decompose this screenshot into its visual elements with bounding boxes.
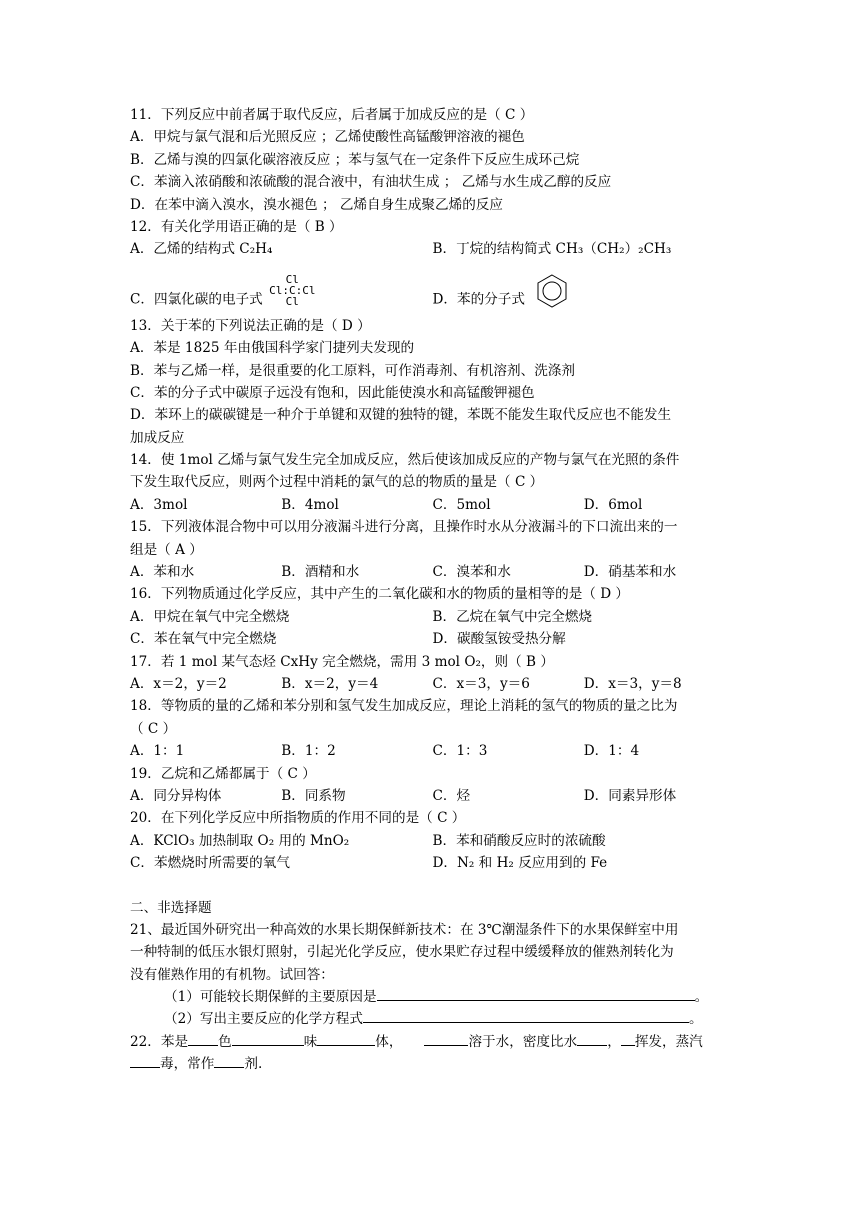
q11-option-b: B．乙烯与溴的四氯化碳溶液反应 ；苯与氢气在一定条件下反应生成环己烷 [130, 151, 580, 168]
q18-stem-line1: 18．等物质的量的乙烯和苯分别和氢气发生加成反应，理论上消耗的氢气的物质的量之比为 [130, 698, 678, 715]
q11-option-c: C．苯滴入浓硝酸和浓硫酸的混合液中，有油状生成 ； 乙烯与水生成乙醇的反应 [130, 174, 612, 191]
q11-option-d: D．在苯中滴入溴水，溴水褪色 ； 乙烯自身生成聚乙烯的反应 [130, 196, 503, 213]
q12-option-b: B．丁烷的结构简式 CH₃（CH₂）₂CH₃ [432, 241, 672, 258]
q14-option-d: D．6mol [583, 496, 643, 513]
q16-option-b: B．乙烷在氧气中完全燃烧 [432, 608, 593, 625]
q15-option-a: A．苯和水 [130, 564, 195, 581]
q15-option-c: C．溴苯和水 [432, 564, 511, 581]
q12-row-cd [130, 261, 735, 311]
q22-blank-density[interactable] [577, 1031, 607, 1046]
q22-text-4: 体， [375, 1033, 403, 1050]
q20-option-b: B．苯和硝酸反应时的浓硫酸 [432, 832, 606, 849]
ccl4-top: Cl [285, 272, 299, 286]
q12-option-a: A．乙烯的结构式 C₂H₄ [130, 241, 273, 258]
q15-option-d: D．硝基苯和水 [583, 564, 677, 581]
q18-option-b: B．1：2 [281, 743, 336, 760]
q17-option-a: A．x＝2，y＝2 [130, 675, 227, 692]
q21-sub1-end: 。 [694, 989, 709, 1006]
q21-sub2 [130, 1008, 735, 1030]
q17-option-b: B．x＝2，y＝4 [281, 675, 379, 692]
q17-options [130, 673, 735, 695]
q21-line1: 21、最近国外研究出一种高效的水果长期保鲜新技术：在 3℃潮湿条件下的水果保鲜室中用 [130, 921, 679, 938]
q19-option-a: A．同分异构体 [130, 787, 222, 804]
q21-line3: 没有催熟作用的有机物。试回答： [130, 966, 334, 983]
q11-stem: 11．下列反应中前者属于取代反应，后者属于加成反应的是（ C ） [130, 107, 534, 123]
q22-blank-volatile[interactable] [621, 1031, 635, 1046]
q21-sub2-end: 。 [688, 1011, 703, 1028]
q20-row-ab [130, 830, 735, 852]
q15-options [130, 561, 735, 583]
q14-stem-line1: 14．使 1mol 乙烯与氯气发生完全加成反应，然后使该加成反应的产物与氯气在光照的条件 [130, 452, 680, 469]
q12-option-d: D．苯的分子式 [432, 291, 525, 308]
q22-text-1: 22．苯是 [130, 1033, 189, 1050]
q16-row-cd [130, 628, 735, 650]
q17-stem: 17．若 1 mol 某气态烃 CxHy 完全燃烧，需用 3 mol O₂，则（ B ） [130, 653, 554, 670]
q22-blank-toxic[interactable] [130, 1053, 160, 1068]
q13-option-c: C．苯的分子式中碳原子远没有饱和，因此能使溴水和高锰酸钾褪色 [130, 384, 535, 401]
q22-blank-smell[interactable] [232, 1031, 304, 1046]
q19-stem: 19．乙烷和乙烯都属于（ C ） [130, 765, 316, 782]
q13-option-d-line1: D．苯环上的碳碳键是一种介于单键和双键的独特的键，苯既不能发生取代反应也不能发生 [130, 407, 672, 424]
q19-option-b: B．同系物 [281, 787, 346, 804]
q22-blank-color[interactable] [188, 1031, 218, 1046]
q22-text-6: ， [607, 1033, 621, 1050]
exam-page [130, 104, 735, 1076]
section-gap [130, 875, 735, 897]
q14-option-a: A．3mol [130, 496, 188, 513]
q20-option-d: D．N₂ 和 H₂ 反应用到的 Fe [432, 855, 608, 872]
q22-text-5: 溶于水，密度比水 [468, 1033, 578, 1050]
ccl4-mid: Cl:C:Cl [269, 283, 316, 297]
q15-option-b: B．酒精和水 [281, 564, 360, 581]
q22-text-7: 挥发，蒸汽 [634, 1033, 703, 1050]
q20-option-a: A．KClO₃ 加热制取 O₂ 用的 MnO₂ [130, 832, 350, 849]
q22-blank-use[interactable] [214, 1053, 244, 1068]
section-heading: 二、非选择题 [130, 899, 212, 916]
q13-option-b: B．苯与乙烯一样，是很重要的化工原料，可作消毒剂、有机溶剂、洗涤剂 [130, 362, 575, 379]
q22-line2 [130, 1053, 735, 1075]
q11-option-a: A．甲烷与氯气混和后光照反应 ；乙烯使酸性高锰酸钾溶液的褪色 [130, 129, 525, 146]
q22-blank-solubility[interactable] [424, 1031, 468, 1046]
q22-line1 [130, 1031, 735, 1053]
q20-stem: 20．在下列化学反应中所指物质的作用不同的是（ C ） [130, 810, 466, 827]
q15-stem-line1: 15．下列液体混合物中可以用分液漏斗进行分离，且操作时水从分液漏斗的下口流出来的一 [130, 519, 678, 536]
q16-row-ab [130, 606, 735, 628]
q19-options [130, 785, 735, 807]
q22-text-3: 味 [303, 1033, 318, 1050]
q18-option-a: A．1：1 [130, 743, 185, 760]
q22-text-9: 剂. [244, 1056, 263, 1073]
q18-options [130, 740, 735, 762]
q16-option-c: C．苯在氧气中完全燃烧 [130, 631, 277, 648]
q18-option-d: D．1：4 [583, 743, 640, 760]
q20-option-c: C．苯燃烧时所需要的氧气 [130, 855, 290, 872]
q14-stem-line2: 下发生取代反应，则两个过程中消耗的氯气的总的物质的量是（ C ） [130, 474, 544, 491]
q16-option-a: A．甲烷在氧气中完全燃烧 [130, 608, 290, 625]
q16-option-d: D．碳酸氢铵受热分解 [432, 631, 566, 648]
q13-option-a: A．苯是 1825 年由俄国科学家门捷列夫发现的 [130, 340, 415, 357]
q21-sub2-text: （2）写出主要反应的化学方程式 [164, 1011, 363, 1028]
q22-text-2: 色 [218, 1033, 232, 1050]
q17-option-d: D．x＝3，y＝8 [583, 675, 682, 692]
q13-option-d-line2: 加成反应 [130, 429, 185, 446]
q22-text-8: 毒，常作 [160, 1056, 215, 1073]
q14-option-c: C．5mol [432, 496, 491, 513]
q21-sub1-text: （1）可能较长期保鲜的主要原因是 [164, 989, 377, 1006]
q18-option-c: C．1：3 [432, 743, 488, 760]
q12-option-c: C．四氯化碳的电子式 [130, 291, 263, 308]
q15-stem-line2: 组是（ A ） [130, 541, 203, 558]
q19-option-d: D．同素异形体 [583, 787, 677, 804]
q18-stem-line2: （ C ） [130, 720, 177, 737]
q12-stem: 12．有关化学用语正确的是（ B ） [130, 218, 343, 235]
q21-line2: 一种特制的低压水银灯照射，引起光化学反应，使水果贮存过程中缓缓释放的催熟剂转化为 [130, 944, 674, 961]
q19-option-c: C．烃 [432, 787, 471, 804]
ccl4-bot: Cl [285, 294, 299, 308]
benzene-ring-icon [535, 273, 569, 309]
q21-sub2-blank[interactable] [363, 1008, 689, 1023]
q16-stem: 16．下列物质通过化学反应，其中产生的二氧化碳和水的物质的量相等的是（ D ） [130, 586, 630, 603]
q14-options [130, 494, 735, 516]
q13-stem: 13．关于苯的下列说法正确的是（ D ） [130, 317, 371, 334]
q21-sub1 [130, 986, 735, 1008]
ccl4-electron-formula [269, 274, 315, 307]
q22-blank-state[interactable] [317, 1031, 375, 1046]
q17-option-c: C．x＝3，y＝6 [432, 675, 530, 692]
q12-row-ab [130, 238, 735, 260]
q20-row-cd [130, 852, 735, 874]
q14-option-b: B．4mol [281, 496, 339, 513]
q21-sub1-blank[interactable] [377, 986, 695, 1001]
